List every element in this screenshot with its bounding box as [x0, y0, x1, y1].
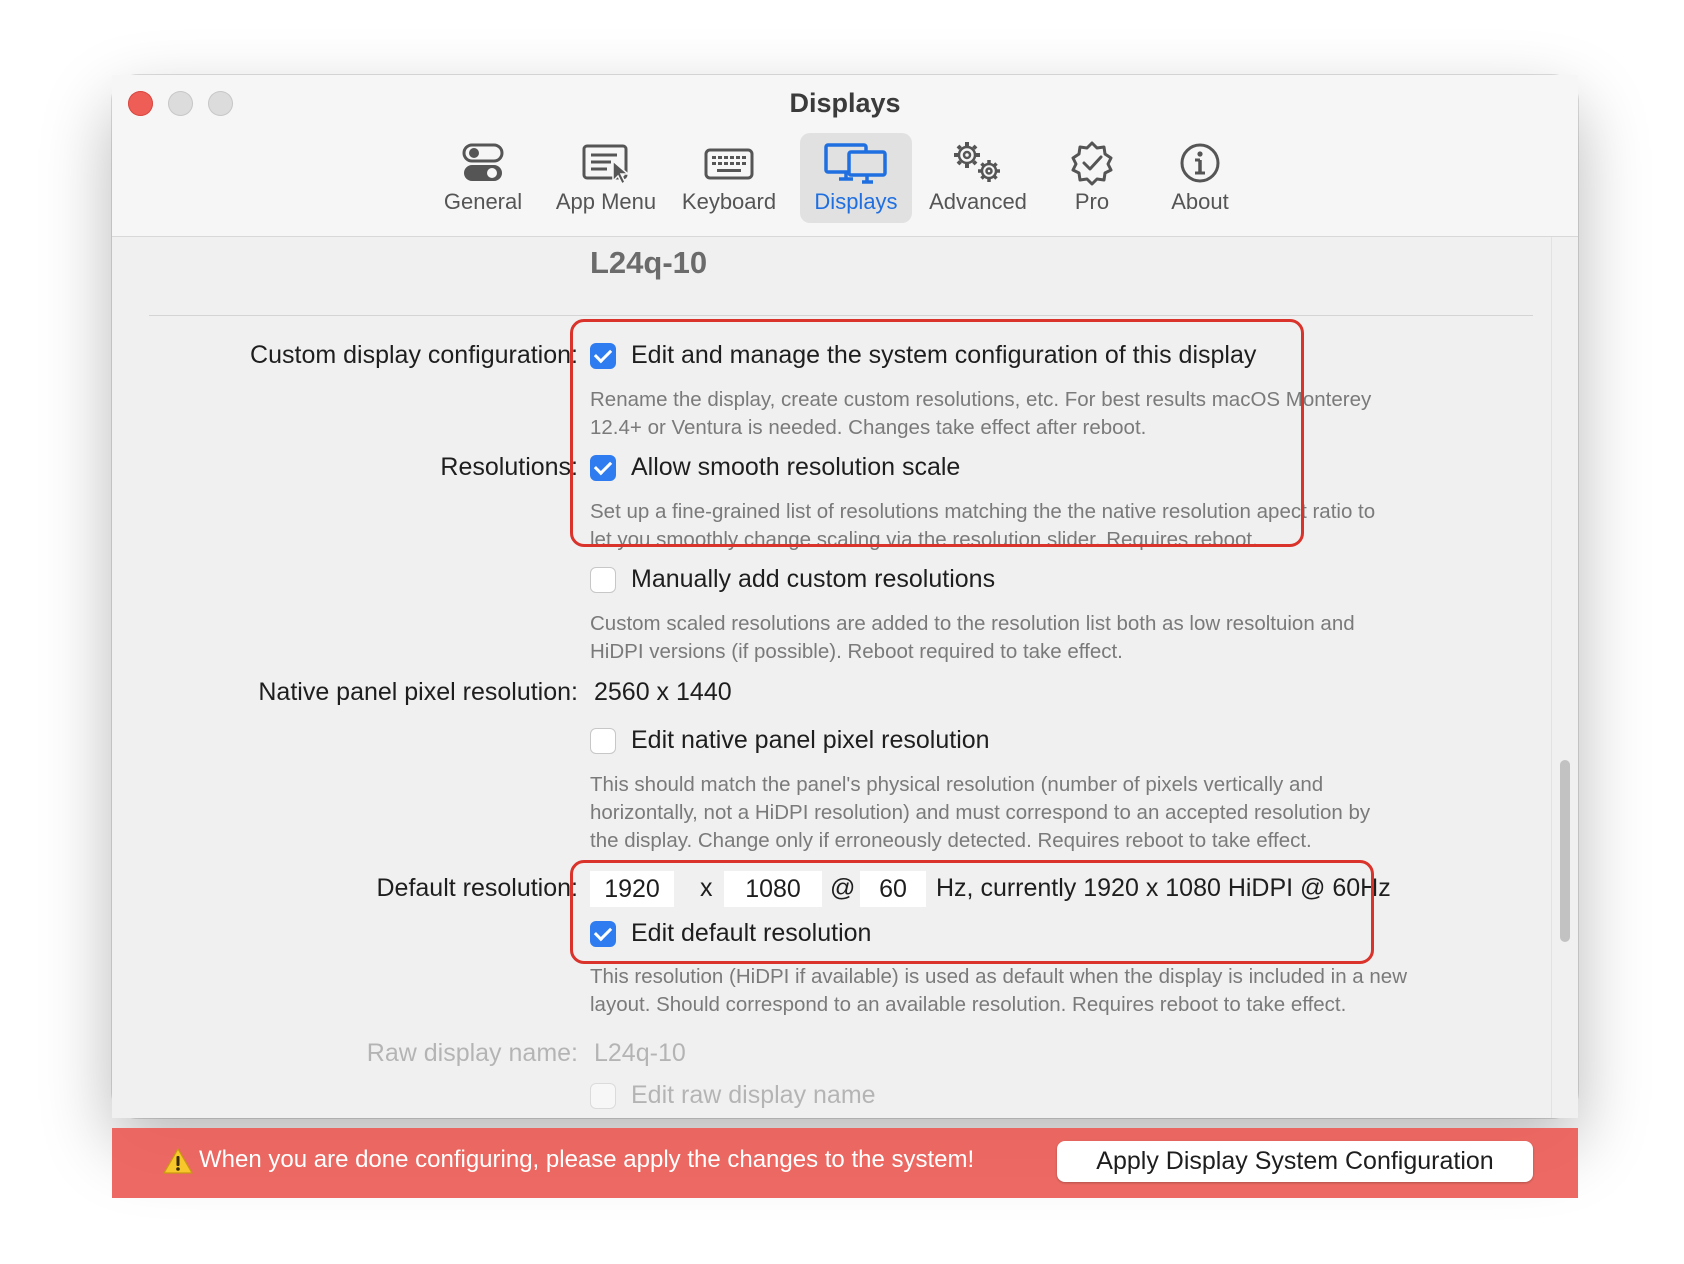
toggle-switches-icon — [461, 139, 505, 187]
native-description-line3: the display. Change only if erroneously detected. Requires reboot to take effect. — [590, 829, 1312, 852]
tab-general[interactable] — [430, 133, 536, 223]
apply-changes-banner — [112, 1128, 1578, 1198]
tab-about[interactable] — [1150, 133, 1250, 223]
native-description-line2: horizontally, not a HiDPI resolution) and must correspond to an accepted resolution by — [590, 801, 1371, 824]
tab-keyboard[interactable] — [674, 133, 784, 223]
settings-window — [112, 75, 1578, 1175]
gears-icon — [949, 139, 1007, 187]
tab-pro[interactable] — [1042, 133, 1142, 223]
tab-label: Advanced — [929, 189, 1027, 214]
display-name-heading: L24q-10 — [590, 245, 708, 280]
warning-icon — [162, 1147, 194, 1180]
tab-label: App Menu — [555, 189, 657, 214]
resolution-at-separator: @ — [830, 874, 856, 902]
tab-label: Keyboard — [681, 189, 777, 214]
default-description-line1: This resolution (HiDPI if available) is used as default when the display is included in a new — [590, 965, 1408, 988]
info-icon — [1178, 139, 1222, 187]
default-description-line2: layout. Should correspond to an available resolution. Requires reboot to take effect. — [590, 993, 1347, 1016]
scrollbar-thumb[interactable] — [1560, 760, 1570, 942]
edit-default-resolution-option-label[interactable]: Edit default resolution — [631, 919, 872, 947]
highlight-box-config — [570, 319, 1304, 547]
tab-app-menu[interactable] — [544, 133, 668, 223]
custom-config-description-line1: Rename the display, create custom resolutions, etc. For best results macOS Monterey — [590, 388, 1372, 411]
tab-displays[interactable] — [800, 133, 912, 223]
titlebar — [112, 75, 1578, 237]
resolutions-label: Resolutions: — [440, 453, 578, 481]
smooth-scale-description-line2: let you smoothly change scaling via the resolution slider. Requires reboot. — [590, 528, 1258, 551]
resolution-x-separator: x — [700, 874, 713, 902]
vertical-scrollbar[interactable] — [1551, 237, 1578, 1118]
manual-resolutions-checkbox[interactable] — [590, 567, 616, 593]
highlight-box-default-resolution — [570, 860, 1374, 964]
native-resolution-label: Native panel pixel resolution: — [258, 678, 578, 706]
manual-resolutions-description-line1: Custom scaled resolutions are added to the resolution list both as low resoltuion and — [590, 612, 1355, 635]
custom-config-option-label[interactable]: Edit and manage the system configuration of this display — [631, 341, 1257, 369]
manual-resolutions-option-label[interactable]: Manually add custom resolutions — [631, 565, 996, 593]
tab-label: About — [1171, 189, 1229, 214]
smooth-scale-option-label[interactable]: Allow smooth resolution scale — [631, 453, 961, 481]
raw-name-label: Raw display name: — [366, 1039, 578, 1067]
verified-badge-icon — [1069, 139, 1115, 187]
tab-label: Pro — [1074, 189, 1110, 214]
displays-icon — [823, 139, 889, 187]
apply-configuration-button[interactable]: Apply Display System Configuration — [1057, 1141, 1533, 1182]
edit-raw-name-checkbox[interactable] — [590, 1083, 616, 1109]
default-refresh-field[interactable]: 60 — [860, 871, 926, 907]
displays-pane — [112, 237, 1578, 1175]
default-resolution-label: Default resolution: — [376, 874, 578, 902]
default-width-field[interactable]: 1920 — [590, 871, 674, 907]
smooth-scale-description-line1: Set up a fine-grained list of resolutions matching the the native resolution apect ratio to — [590, 500, 1376, 523]
edit-native-resolution-option-label[interactable]: Edit native panel pixel resolution — [631, 726, 990, 754]
raw-name-value: L24q-10 — [594, 1039, 686, 1067]
tab-advanced[interactable] — [920, 133, 1036, 223]
native-description-line1: This should match the panel's physical resolution (number of pixels vertically and — [590, 773, 1324, 796]
current-resolution-text: Hz, currently 1920 x 1080 HiDPI @ 60Hz — [936, 874, 1391, 902]
tab-label: Displays — [814, 189, 898, 214]
manual-resolutions-description-line2: HiDPI versions (if possible). Reboot required to take effect. — [590, 640, 1123, 663]
custom-config-label: Custom display configuration: — [250, 341, 578, 369]
default-height-field[interactable]: 1080 — [724, 871, 822, 907]
native-resolution-value: 2560 x 1440 — [594, 678, 732, 706]
edit-raw-name-option-label[interactable]: Edit raw display name — [631, 1081, 876, 1109]
edit-native-resolution-checkbox[interactable] — [590, 728, 616, 754]
banner-message: When you are done configuring, please apply the changes to the system! — [199, 1146, 975, 1173]
section-divider — [149, 315, 1533, 316]
keyboard-icon — [703, 139, 755, 187]
tab-label: General — [443, 189, 523, 214]
custom-config-description-line2: 12.4+ or Ventura is needed. Changes take effect after reboot. — [590, 416, 1147, 439]
window-title: Displays — [789, 88, 901, 118]
menu-cursor-icon — [581, 139, 631, 187]
